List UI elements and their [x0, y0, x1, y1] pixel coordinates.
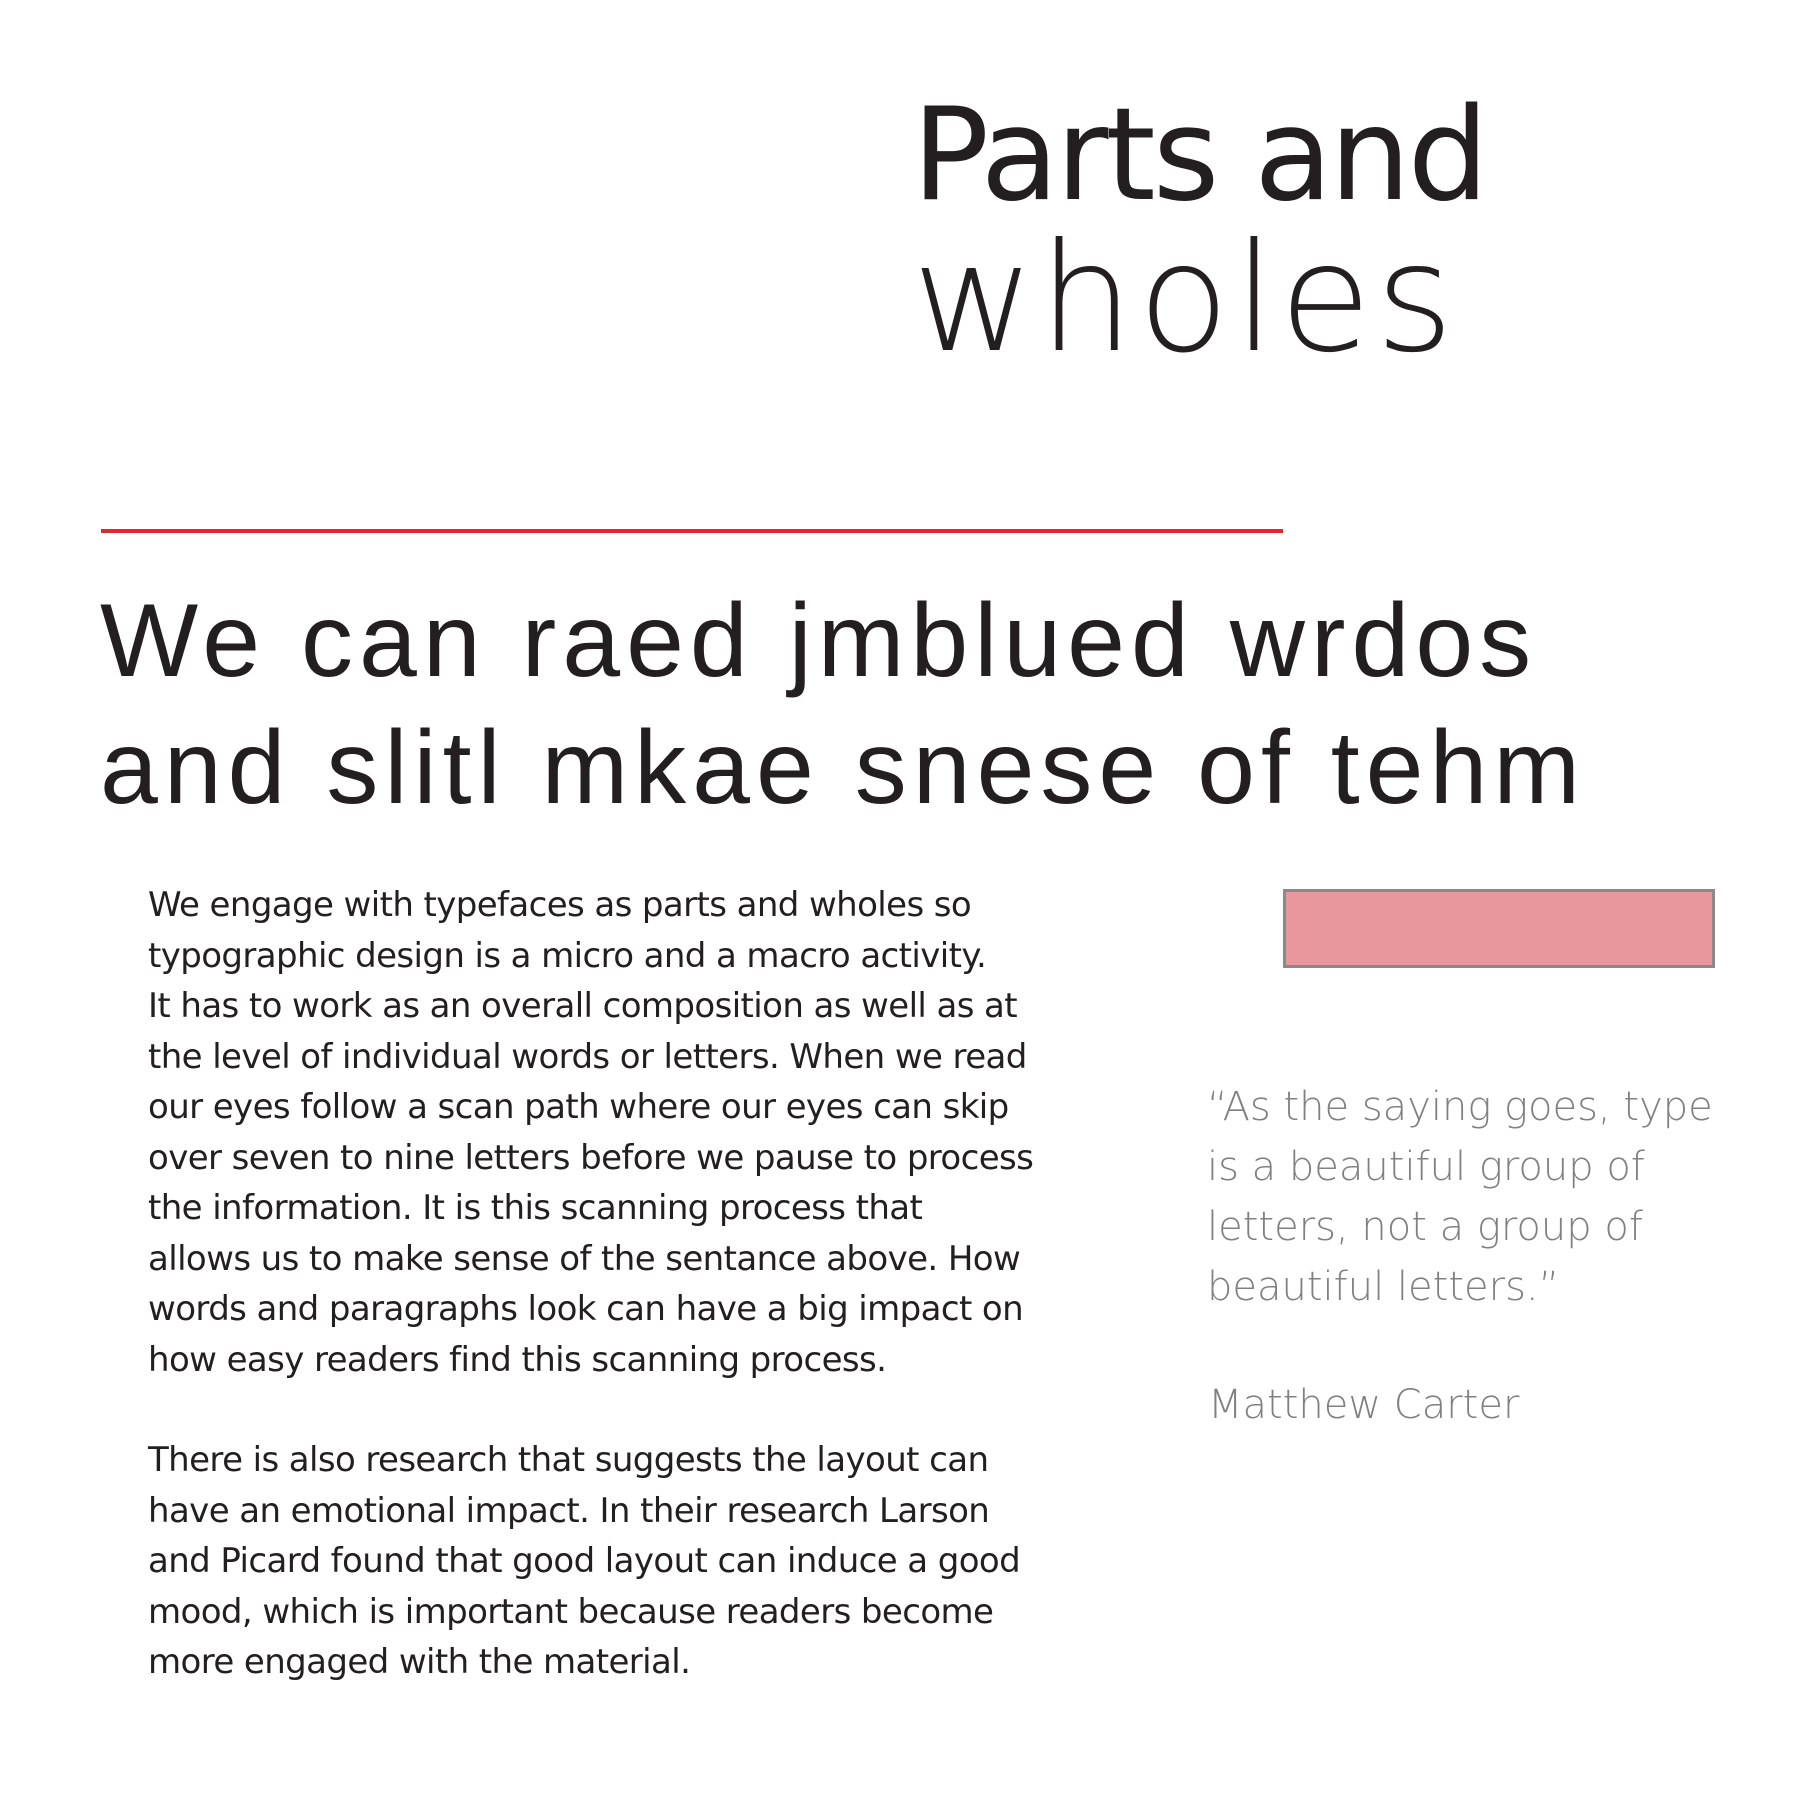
- title-line-1: Parts and: [912, 81, 1486, 230]
- title-line-2: wholes: [912, 212, 1458, 386]
- headline-line-1: We can raed jmblued wrdos: [100, 583, 1538, 699]
- headline-line-2: and slitl mkae snese of tehm: [100, 710, 1586, 826]
- body-copy: [148, 880, 1088, 1738]
- red-divider-rule: [101, 529, 1283, 533]
- body-paragraph-1: We engage with typefaces as parts and wholes so typographic design is a micro and a macro activity. It has to work as an overall composition as well as at the level of individual words or letters. When we read our eyes follow a scan path where our eyes can skip over seven to nine letters before we pause to process the information. It is this scanning process that allows us to make sense of the sentance above. How words and paragraphs look can have a big impact on how easy readers find this scanning process.: [148, 885, 1034, 1380]
- quote-author: Matthew Carter: [1208, 1382, 1520, 1428]
- page-title: [912, 81, 1486, 386]
- jumbled-headline: [100, 578, 1586, 832]
- pull-quote: “As the saying goes, type is a beautiful group of letters, not a group of beautiful letters.”: [1207, 1084, 1713, 1310]
- pink-accent-box: [1283, 889, 1715, 968]
- body-paragraph-2: There is also research that suggests the layout can have an emotional impact. In their research Larson and Picard found that good layout can induce a good mood, which is important because readers become more engaged with the material.: [148, 1440, 1021, 1682]
